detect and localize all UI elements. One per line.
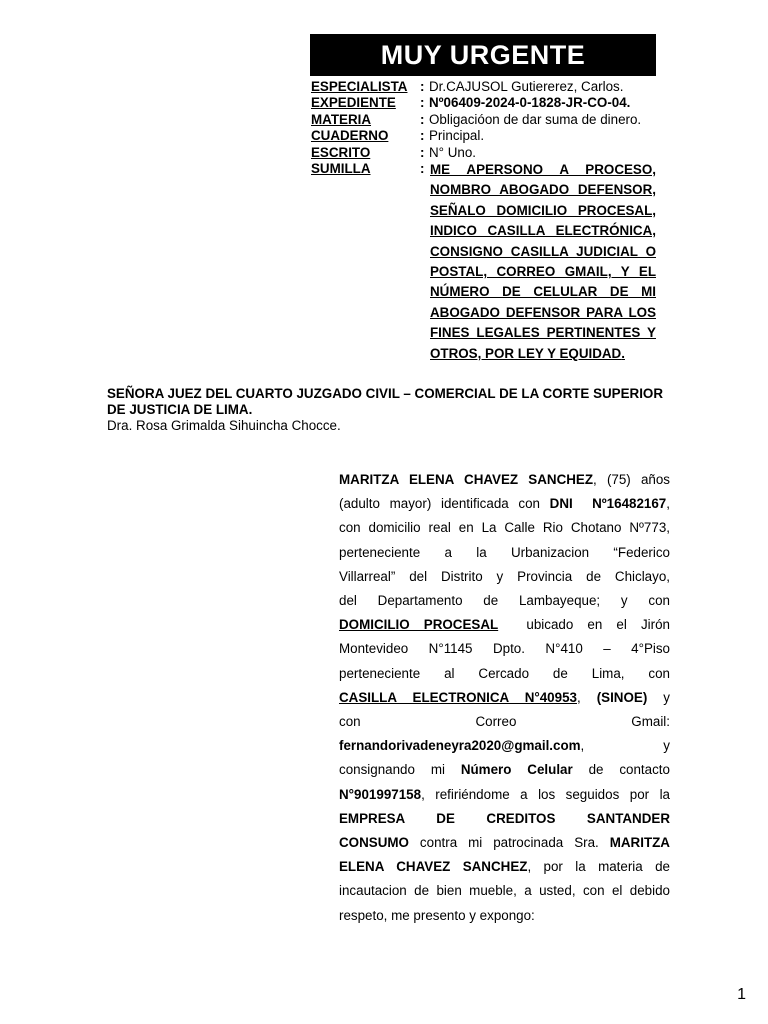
sumilla-text [430, 160, 656, 364]
body-line: Montevideo N°1145 Dpto. N°410 – 4°Piso [339, 641, 670, 657]
sumilla-line: SEÑALO DOMICILIO PROCESAL, [430, 202, 656, 218]
sumilla-line: ABOGADO DEFENSOR PARA LOS [430, 304, 656, 320]
body-line: (adulto mayor) identificada con DNI Nº16482167, [339, 496, 670, 512]
page-number: 1 [737, 986, 746, 1003]
header-value: Nº06409-2024-0-1828-JR-CO-04. [429, 95, 631, 111]
header-label: ESPECIALISTA [311, 79, 408, 94]
header-label: SUMILLA [311, 161, 371, 177]
body-line: incautacion de bien mueble, a usted, con el debido [339, 883, 670, 899]
sumilla-line: NÚMERO DE CELULAR DE MI [430, 284, 656, 300]
body-line: perteneciente al Cercado de Lima, con [339, 665, 670, 681]
body-line: con Correo Gmail: [339, 714, 670, 730]
urgency-banner: MUY URGENTE [310, 34, 656, 76]
body-line: CONSUMO contra mi patrocinada Sra. MARITZA [339, 835, 670, 851]
sumilla-line: INDICO CASILLA ELECTRÓNICA, [430, 223, 656, 239]
body-line: CASILLA ELECTRONICA N°40953, (SINOE) y [339, 689, 670, 705]
header-value: Dr.CAJUSOL Gutiererez, Carlos. [429, 79, 624, 94]
body-line: Villarreal” del Distrito y Provincia de Chiclayo, [339, 568, 670, 584]
header-row-especialista: ESPECIALISTA : Dr.CAJUSOL Gutiererez, Carlos. [311, 79, 661, 95]
addressee-heading: SEÑORA JUEZ DEL CUARTO JUZGADO CIVIL – COMERCIAL DE LA CORTE SUPERIOR DE JUSTICIA DE LIMA. [107, 386, 664, 417]
body-line: fernandorivadeneyra2020@gmail.com, y [339, 738, 670, 754]
sumilla-line: NOMBRO ABOGADO DEFENSOR, [430, 182, 656, 198]
header-row-materia: MATERIA : Obligacióon de dar suma de dinero. [311, 112, 661, 128]
sumilla-line-last: OTROS, POR LEY Y EQUIDAD. [430, 345, 625, 361]
header-row-sumilla: SUMILLA : [311, 161, 661, 177]
header-row-expediente: EXPEDIENTE : Nº06409-2024-0-1828-JR-CO-04. [311, 95, 661, 111]
header-row-escrito: ESCRITO : N° Uno. [311, 145, 661, 161]
body-line: consignando mi Número Celular de contacto [339, 762, 670, 778]
body-paragraph [339, 468, 670, 928]
sumilla-line: FINES LEGALES PERTINENTES Y [430, 325, 656, 341]
body-line: perteneciente a la Urbanizacion “Federico [339, 544, 670, 560]
body-line: con domicilio real en La Calle Rio Chotano Nº773, [339, 520, 670, 536]
sumilla-line: POSTAL, CORREO GMAIL, Y EL [430, 264, 656, 280]
body-line: EMPRESA DE CREDITOS SANTANDER [339, 810, 670, 826]
header-label: EXPEDIENTE [311, 95, 396, 111]
body-line: respeto, me presento y expongo: [339, 907, 535, 923]
sumilla-line: CONSIGNO CASILLA JUDICIAL O [430, 243, 656, 259]
header-row-cuaderno: CUADERNO : Principal. [311, 128, 661, 144]
body-line: del Departamento de Lambayeque; y con [339, 593, 670, 609]
sumilla-line: ME APERSONO A PROCESO, [430, 162, 656, 177]
body-line: N°901997158, refiriéndome a los seguidos por la [339, 786, 670, 802]
body-line: MARITZA ELENA CHAVEZ SANCHEZ, (75) años [339, 472, 671, 487]
body-line: ELENA CHAVEZ SANCHEZ, por la materia de [339, 859, 670, 875]
header-value: Principal. [429, 128, 485, 144]
body-line: DOMICILIO PROCESAL ubicado en el Jirón [339, 617, 670, 633]
judge-name: Dra. Rosa Grimalda Sihuincha Chocce. [107, 418, 341, 433]
header-label: MATERIA [311, 111, 372, 127]
header-label: ESCRITO [311, 144, 371, 160]
header-label: CUADERNO [311, 128, 389, 144]
header-value: N° Uno. [429, 144, 477, 160]
header-value: Obligacióon de dar suma de dinero. [429, 111, 642, 127]
